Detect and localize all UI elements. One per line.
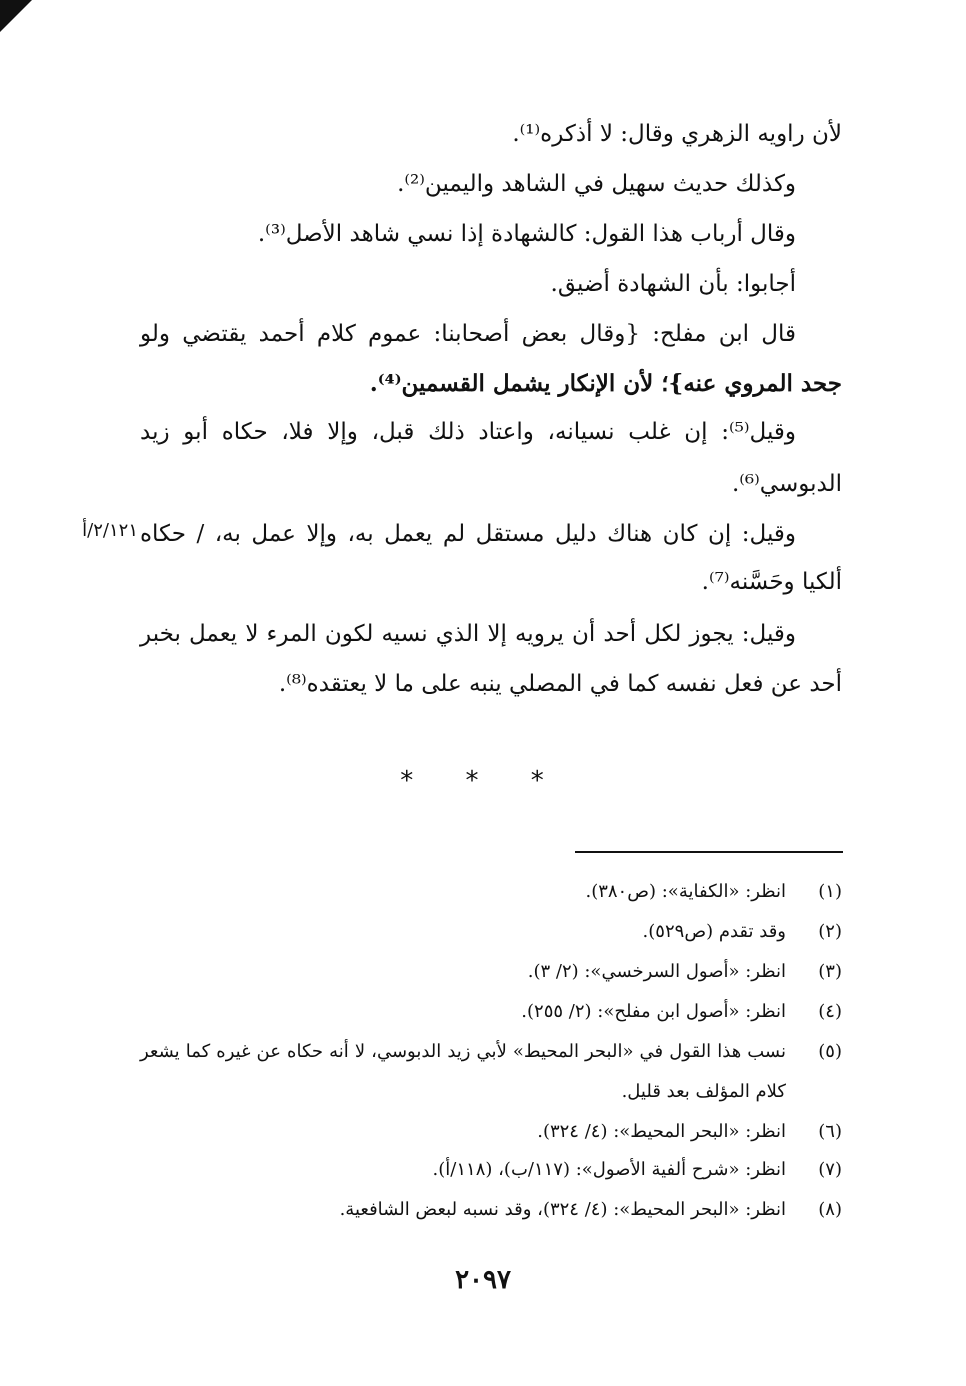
footnote-6: [140, 1114, 842, 1150]
footnote-5: [140, 1034, 842, 1070]
footnote-number: (٣): [818, 961, 842, 982]
footnote-8: [140, 1192, 842, 1228]
footnote-2: [140, 914, 842, 950]
page-number: ٢٠٩٧: [455, 1265, 511, 1295]
footnote-3: [140, 954, 842, 990]
footnote-number: (٤): [818, 1001, 842, 1022]
manuscript-folio-note: ٢/١٢١/أ: [82, 520, 138, 541]
footnote-text: انظر: «الكفاية»: (ص٣٨٠).: [585, 881, 786, 902]
footnote-text: انظر: «أصول السرخسي»: (٢/ ٣).: [527, 961, 786, 982]
footnote-number: (٦): [818, 1121, 842, 1142]
footnote-number: (٥): [818, 1041, 842, 1062]
section-separator: * * *: [400, 766, 566, 796]
footnote-1: [140, 874, 842, 910]
footnote-text: انظر: «شرح ألفية الأصول»: (١١٧/ب)، (١١٨/أ).: [432, 1159, 786, 1180]
footnote-text: انظر: «أصول ابن مفلح»: (٢/ ٢٥٥).: [521, 1001, 786, 1022]
footnote-number: (٢): [818, 921, 842, 942]
body-line-12: أحد عن فعل نفسه كما في المصلي ينبه على ما لا يعتقده⁽⁸⁾.: [278, 671, 842, 697]
corner-crop-mark: [0, 0, 32, 32]
footnote-text: انظر: «البحر المحيط»: (٤/ ٣٢٤).: [537, 1121, 786, 1142]
body-line-3: وقال أرباب هذا القول: كالشهادة إذا نسي شاهد الأصل⁽³⁾.: [257, 221, 796, 247]
body-line-5: قال ابن مفلح: {وقال بعض أصحابنا: عموم كلام أحمد يقتضي ولو: [140, 321, 796, 347]
footnote-7: [140, 1152, 842, 1188]
footnote-number: (١): [818, 881, 842, 902]
body-line-10: ألكيا وحَسَّنه⁽⁷⁾.: [701, 569, 842, 595]
body-line-8: الدبوسي⁽⁶⁾.: [731, 471, 842, 497]
footnote-4: [140, 994, 842, 1030]
body-line-1: لأن راويه الزهري وقال: لا أذكره⁽¹⁾.: [512, 121, 842, 147]
body-line-7: وقيل⁽⁵⁾: إن غلب نسيانه، واعتاد ذلك قبل، وإلا فلا، حكاه أبو زيد: [140, 419, 796, 445]
body-line-11: وقيل: يجوز لكل أحد أن يرويه إلا الذي نسيه لكون المرء لا يعمل بخبر: [140, 621, 796, 647]
footnote-divider: [575, 851, 843, 853]
footnote-text: نسب هذا القول في «البحر المحيط» لأبي زيد الدبوسي، لا أنه حكاه عن غيره كما يشعر: [140, 1041, 786, 1062]
body-line-9: وقيل: إن كان هناك دليل مستقل لم يعمل به، وإلا عمل به، / حكاه: [140, 521, 796, 547]
body-line-6: جحد المروي عنه}؛ لأن الإنكار يشمل القسمين⁽⁴⁾.: [369, 370, 842, 397]
body-line-4: أجابوا: بأن الشهادة أضيق.: [550, 271, 796, 297]
footnote-number: (٧): [818, 1159, 842, 1180]
footnote-5-continuation: كلام المؤلف بعد قليل.: [621, 1081, 786, 1102]
footnote-text: وقد تقدم (ص٥٢٩).: [642, 921, 786, 942]
footnote-number: (٨): [818, 1199, 842, 1220]
footnote-text: انظر: «البحر المحيط»: (٤/ ٣٢٤)، وقد نسبه لبعض الشافعية.: [339, 1199, 786, 1220]
body-line-2: وكذلك حديث سهيل في الشاهد واليمين⁽²⁾.: [397, 171, 796, 197]
